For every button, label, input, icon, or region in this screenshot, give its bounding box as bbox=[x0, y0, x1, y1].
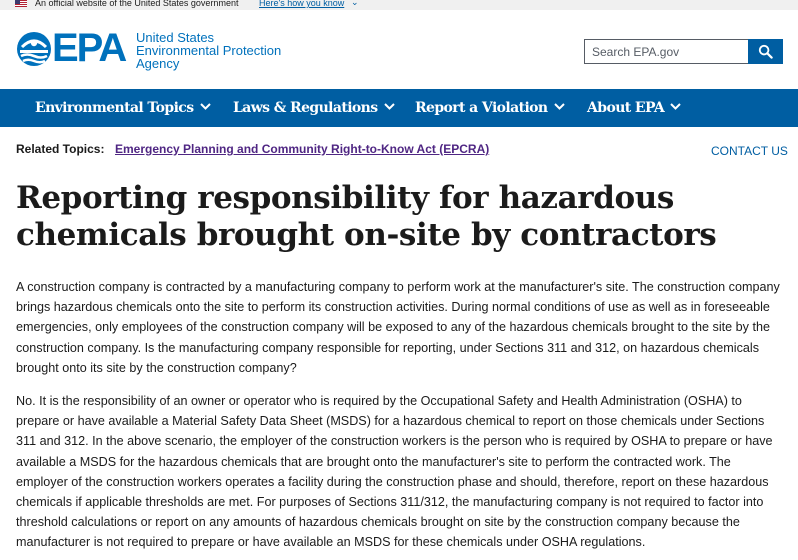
search-input[interactable] bbox=[585, 40, 748, 63]
chevron-down-icon bbox=[384, 103, 395, 110]
epa-logo[interactable] bbox=[16, 26, 296, 71]
page-title: Reporting responsibility for hazardous chemicals brought on-site by contractors bbox=[16, 180, 717, 253]
main-nav bbox=[0, 89, 798, 127]
search-field[interactable] bbox=[584, 39, 748, 64]
chevron-down-icon bbox=[200, 103, 211, 110]
agency-name-line3: Agency bbox=[136, 56, 180, 71]
nav-item-label: Report a Violation bbox=[415, 100, 548, 116]
chevron-down-icon[interactable]: ⌄ bbox=[351, 0, 359, 7]
heres-how-you-know-link[interactable]: Here's how you know bbox=[259, 0, 345, 8]
us-flag-icon bbox=[15, 0, 27, 7]
search-icon bbox=[758, 44, 773, 59]
gov-banner bbox=[0, 0, 798, 10]
gov-banner-text: An official website of the United States government bbox=[35, 0, 239, 8]
epcra-link[interactable]: Emergency Planning and Community Right-to-Know Act (EPCRA) bbox=[115, 142, 490, 156]
agency-name bbox=[136, 31, 281, 70]
related-topics bbox=[16, 141, 490, 157]
related-topics-label: Related Topics: bbox=[16, 142, 105, 156]
question-paragraph: A construction company is contracted by a manufacturing company to perform work at the manufacturer's site. The construction company brings hazardous chemicals onto the site to perform its construction activities. During normal conditions of use as well as in foreseeable emergencies, only employees of the construction company will be exposed to any of the hazardous chemicals brought to the site by the construction company. Is the manufacturing company responsible for reporting, under Sections 311 and 312, on hazardous chemicals brought onto its site by the construction company? bbox=[16, 280, 780, 375]
nav-environmental-topics[interactable] bbox=[35, 89, 211, 127]
epa-wordmark: EPA bbox=[52, 26, 126, 70]
nav-report-violation[interactable] bbox=[415, 89, 565, 127]
chevron-down-icon bbox=[670, 103, 681, 110]
nav-laws-regulations[interactable] bbox=[233, 89, 395, 127]
epa-seal-icon bbox=[16, 31, 52, 67]
nav-item-label: Environmental Topics bbox=[35, 100, 194, 116]
nav-item-label: Laws & Regulations bbox=[233, 100, 378, 116]
answer-paragraph: No. It is the responsibility of an owner or operator who is required by the Occupational Safety and Health Administration (OSHA) to prepare or have available a Material Safety Data Sheet (MSDS) for a hazardous chemical to report on those chemicals under Sections 311 and 312. In the above scenario, the employer of the construction workers is the person who is required by OSHA to prepare or have available a MSDS for the hazardous chemicals that are brought onto the manufacturer's site to perform the contracted work. The employer of the construction workers operates a facility during the construction phase and should, therefore, report on these hazardous chemicals if applicable thresholds are met. For purposes of Sections 311/312, the manufacturing company is not required to factor into threshold calculations or report on any amounts of hazardous chemicals brought on site by the construction company because the manufacturer is not required to prepare or have available an MSDS for these chemicals under OSHA regulations. bbox=[16, 394, 773, 550]
chevron-down-icon bbox=[554, 103, 565, 110]
nav-about-epa[interactable] bbox=[587, 89, 681, 127]
nav-item-label: About EPA bbox=[587, 100, 665, 116]
contact-us-link[interactable]: CONTACT US bbox=[711, 144, 788, 158]
agency-name-line2: Environmental Protection bbox=[136, 43, 282, 58]
search-button[interactable] bbox=[748, 39, 783, 64]
agency-name-line1: United States bbox=[136, 30, 215, 45]
